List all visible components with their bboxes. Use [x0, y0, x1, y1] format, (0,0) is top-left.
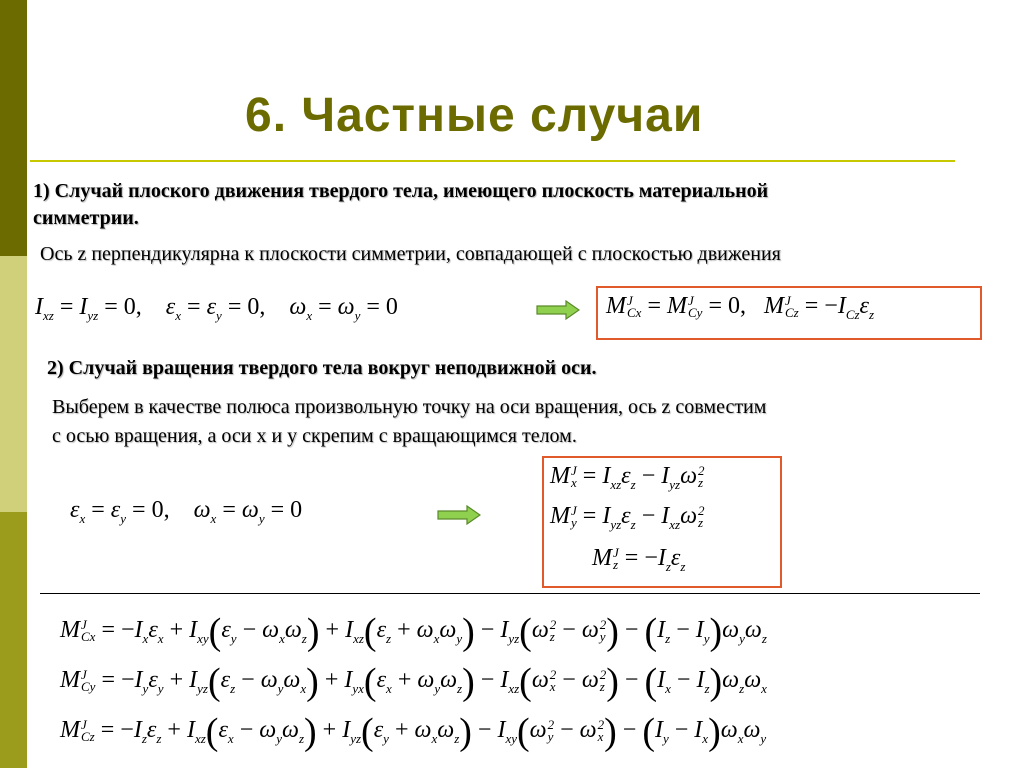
- case2-result-formula-z: M J z = $-I_z\varepsilon_z$: [592, 545, 686, 574]
- case2-result-formula-x: M J x = $I_{xz}\varepsilon_z - I_{yz}\omega$ 2 z: [550, 463, 705, 492]
- slide-title: 6. Частные случаи: [245, 89, 704, 142]
- equations-divider: [40, 593, 980, 594]
- title-divider: [30, 160, 955, 162]
- arrow-right-icon: [437, 505, 481, 525]
- sidebar-stripe-mid: [0, 512, 27, 768]
- case2-heading: 2) Случай вращения твердого тела вокруг неподвижной оси.: [47, 357, 597, 379]
- case1-note: Ось z перпендикулярна к плоскости симметрии, совпадающей с плоскостью движения: [40, 243, 781, 265]
- case1-heading-line2: симметрии.: [33, 207, 139, 229]
- arrow-right-icon: [536, 300, 580, 320]
- case2-result-formula-y: M J y = $I_{yz}\varepsilon_z - I_{xz}\omega$ 2 z: [550, 503, 705, 532]
- case1-conditions-formula: $I_{xz} = I_{yz} = 0$, $\varepsilon_x = \varepsilon_y = 0$, $\omega_x = \omega_y = 0$: [35, 294, 398, 323]
- case1-heading-line1: 1) Случай плоского движения твердого тела, имеющего плоскость материальной: [33, 180, 769, 202]
- case2-note-line2: с осью вращения, а оси x и y скрепим с вращающимся телом.: [52, 425, 577, 447]
- case1-result-formula: M J Cx = M J Cy = 0, M J Cz = $-I_{Cz}\varepsilon_z$: [606, 293, 875, 322]
- general-equation-cy: M J Cy = $-I_y\varepsilon_y + I_{yz}(\varepsilon_z - \omega_y\omega_x) + I_{yx}(\varepsilon_x + \omega_y\omega_z) - I_{xz}(\omega$ 2 x − ω 2 z ) − $(I_x - I_z)\omega_z\omega_x$: [60, 661, 767, 703]
- sidebar-stripe-light: [0, 256, 27, 512]
- case2-conditions-formula: $\varepsilon_x = \varepsilon_y = 0$, $\omega_x = \omega_y = 0$: [70, 497, 303, 526]
- general-equation-cx: M J Cx = $-I_x\varepsilon_x + I_{xy}(\varepsilon_y - \omega_x\omega_z) + I_{xz}(\varepsilon_z + \omega_x\omega_y) - I_{yz}(\omega$ 2 z − ω 2 y ) − $(I_z - I_y)\omega_y\omega_z$: [60, 611, 767, 653]
- general-equation-cz: M J Cz = $-I_z\varepsilon_z + I_{xz}(\varepsilon_x - \omega_y\omega_z) + I_{yz}(\varepsilon_y + \omega_x\omega_z) - I_{xy}(\omega$ 2 y − ω 2 x ) − $(I_y - I_x)\omega_x\omega_y$: [60, 711, 767, 753]
- sidebar-stripe-dark: [0, 0, 27, 256]
- case2-note-line1: Выберем в качестве полюса произвольную точку на оси вращения, ось z совместим: [52, 396, 767, 418]
